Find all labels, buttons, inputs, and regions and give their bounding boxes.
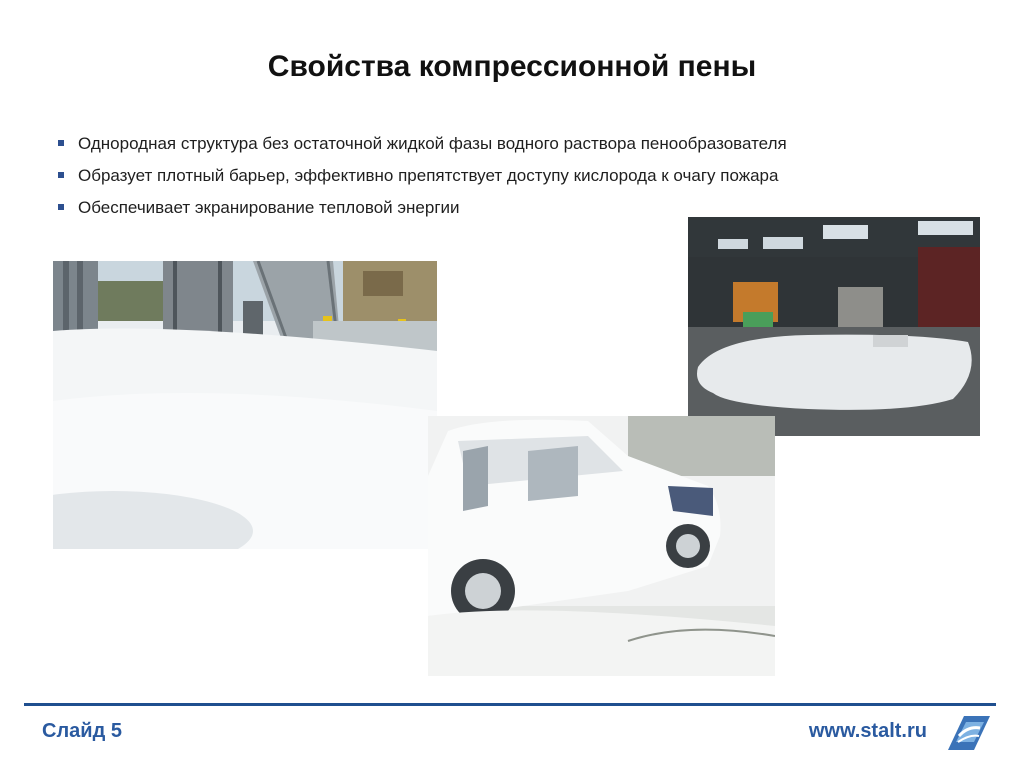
bullet-text: Образует плотный барьер, эффективно препятствует доступу кислорода к очагу пожара: [78, 166, 779, 185]
bullet-square-icon: [58, 204, 64, 210]
website-link[interactable]: www.stalt.ru: [808, 720, 927, 742]
bullet-item: [56, 128, 787, 160]
photo-car-foam: [428, 416, 775, 676]
bullet-text: Однородная структура без остаточной жидкой фазы водного раствора пенообразователя: [78, 134, 787, 153]
bullet-item: [56, 192, 787, 224]
footer-rule: [24, 703, 996, 706]
bullet-square-icon: [58, 172, 64, 178]
slide-title: Свойства компрессионной пены: [267, 50, 757, 83]
photo-hangar-foam: [688, 217, 980, 436]
bullet-item: [56, 160, 787, 192]
bullet-list: [56, 128, 787, 224]
bullet-square-icon: [58, 140, 64, 146]
stalt-logo-icon: [946, 712, 992, 756]
slide-number: Слайд 5: [42, 720, 122, 742]
bullet-text: Обеспечивает экранирование тепловой энергии: [78, 198, 460, 217]
photo-industrial-foam: [53, 261, 437, 549]
